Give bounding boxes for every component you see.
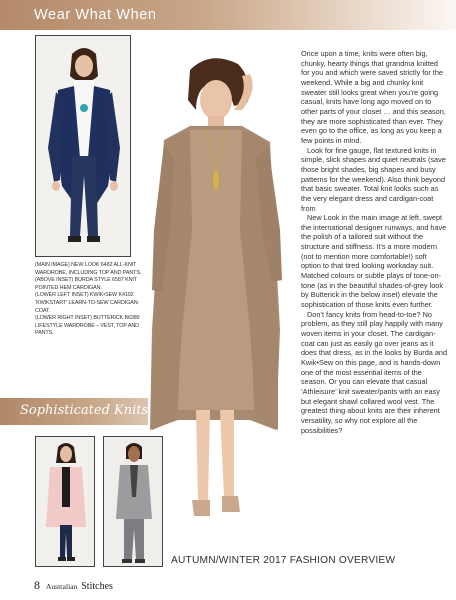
photo-caption	[35, 262, 145, 338]
article-paragraph: New Look in the main image at left, swept the international designer runways, and have the polish of a tailored suit without the structure and stiffness. It’s a more modern (not to mention more comfortable!) soft option to that tired looking workaday suit. Matched colours or subtle plays of tone-on-tone (as in the beautiful shades-of-grey look by Butterick in the below inset) elevate the sophistication of those knits even further.	[301, 213, 447, 310]
page-number: 8	[34, 578, 40, 592]
banner-title: Sophisticated Knits	[20, 403, 149, 418]
article-body	[301, 49, 448, 435]
page-footer	[34, 576, 113, 594]
cardigan-model-illustration	[36, 36, 131, 257]
caption-line: (LOWER LEFT INSET) KWIK•SEW K4192 ‘KWIKSTART’ LEARN-TO-SEW CARDIGAN-COAT.	[35, 292, 140, 314]
magazine-name: Stitches	[81, 581, 113, 592]
caption-line: (LOWER RIGHT INSET) BUTTERICK B6389 LIFESTYLE WARDROBE – VEST, TOP AND PANTS.	[35, 315, 140, 337]
article-paragraph: Once upon a time, knits were often big, chunky, hearty things that grandma knitted for you and which were saved strictly for the weekend. While a big and chunky knit sweater still looks great when you’re going casual, knits have long ago moved on to other parts of your closet … and this season, they are more sophisticated than ever. They even go to the office, as long as you keep a few points in mind.	[301, 49, 446, 145]
article-paragraph: Don’t fancy knits from head-to-toe? No problem, as they still play happily with many woven items in your closet. The cardigan-coat can just as easily go over jeans as it does that dress, as in the looks by Burda and Kwik•Sew on this page, and is hands-down one of the most essential items of the season. Or you can elevate that casual ‘Athleisure’ knit sweater/pants with an easy but elegant shawl collared wool vest. The greatest thing about knits are their inherent versatility, so why not explore all the possibilities?	[301, 309, 448, 435]
inset-photo-cardigan	[35, 35, 131, 257]
caption-line: (MAIN IMAGE) NEW LOOK 6482 ALL-KNIT WARDROBE, INCLUDING TOP AND PANTS.	[35, 262, 142, 276]
vest-model-illustration	[104, 437, 163, 567]
inset-photo-vest-outfit	[103, 436, 163, 567]
article-paragraph: Look for fine gauge, flat textured knits in simple, slick shapes and quiet neutrals (save those bright shades, big shapes and busy patterns for the weekend). Also think beyond that basic sweater. Total knit looks such as the very elegant dress and cardigan-coat from	[301, 145, 446, 213]
magazine-name-prefix: Australian	[46, 582, 78, 591]
section-title: Wear What When	[34, 7, 157, 23]
coat-model-illustration	[36, 437, 95, 567]
inset-photo-cardigan-coat	[35, 436, 95, 567]
caption-line: (ABOVE INSET) BURDA STYLE 6587 KNIT POINTED HEM CARDIGAN.	[35, 277, 137, 291]
season-heading: AUTUMN/WINTER 2017 FASHION OVERVIEW	[171, 555, 396, 566]
